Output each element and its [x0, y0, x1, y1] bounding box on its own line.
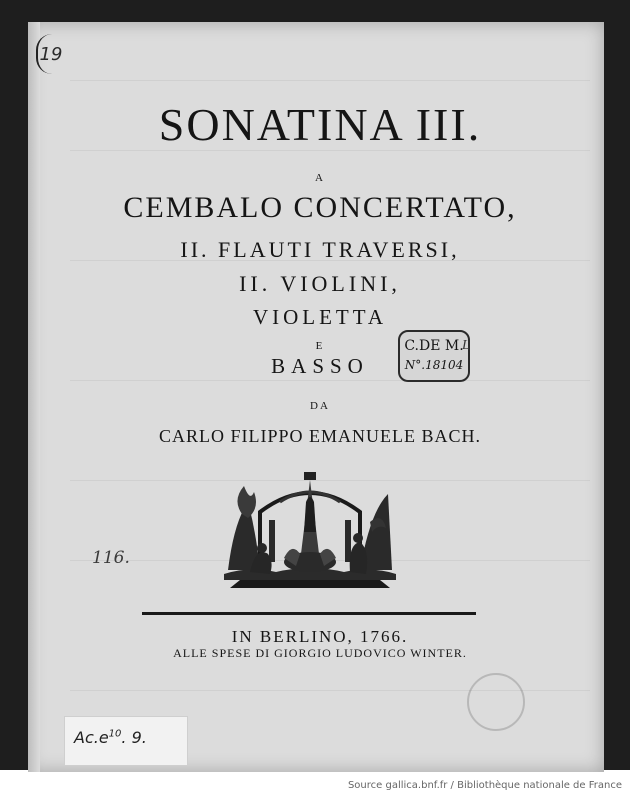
instrument-line-basso: BASSO — [271, 354, 369, 378]
library-stamp-line1: C.DE M. — [404, 338, 464, 354]
page-title: SONATINA III. — [158, 99, 482, 150]
source-credit: Source gallica.bnf.fr / Bibliothèque nationale de France — [347, 780, 622, 791]
library-stamp — [398, 330, 470, 382]
instrument-line-violini: II. VIOLINI, — [239, 271, 401, 296]
page-binding-edge — [28, 22, 40, 772]
instrument-line-flauti: II. FLAUTI TRAVERSI, — [180, 237, 460, 262]
bracket-mark — [36, 34, 68, 74]
show-through-staff — [70, 80, 590, 81]
publisher-imprint: ALLE SPESE DI GIORGIO LUDOVICO WINTER. — [173, 646, 467, 660]
library-stamp-line2: N°.18104 — [404, 358, 464, 372]
connector-a: A — [315, 172, 325, 184]
connector-da: DA — [310, 400, 330, 412]
library-stamp-extra: L — [462, 338, 470, 353]
engraved-vignette-image — [220, 462, 400, 594]
place-and-date: IN BERLINO, 1766. — [231, 627, 409, 646]
folio-number: 19 — [39, 43, 63, 65]
composer-name: CARLO FILIPPO EMANUELE BACH. — [158, 426, 481, 446]
show-through-staff — [70, 150, 590, 151]
instrument-line-cembalo: CEMBALO CONCERTATO, — [123, 191, 517, 224]
faint-round-stamp — [467, 673, 525, 731]
call-number: Ac.e — [74, 728, 109, 747]
divider-rule — [142, 612, 476, 615]
shelf-number-annotation: 116. — [92, 548, 130, 568]
call-number-text — [74, 728, 147, 747]
instrument-line-violetta: VIOLETTA — [252, 305, 388, 329]
call-number-end: . 9. — [121, 728, 147, 747]
show-through-staff — [70, 380, 590, 381]
call-number-sup: 10 — [108, 728, 122, 740]
connector-e: E — [315, 340, 325, 352]
folio-number-annotation — [36, 34, 66, 74]
